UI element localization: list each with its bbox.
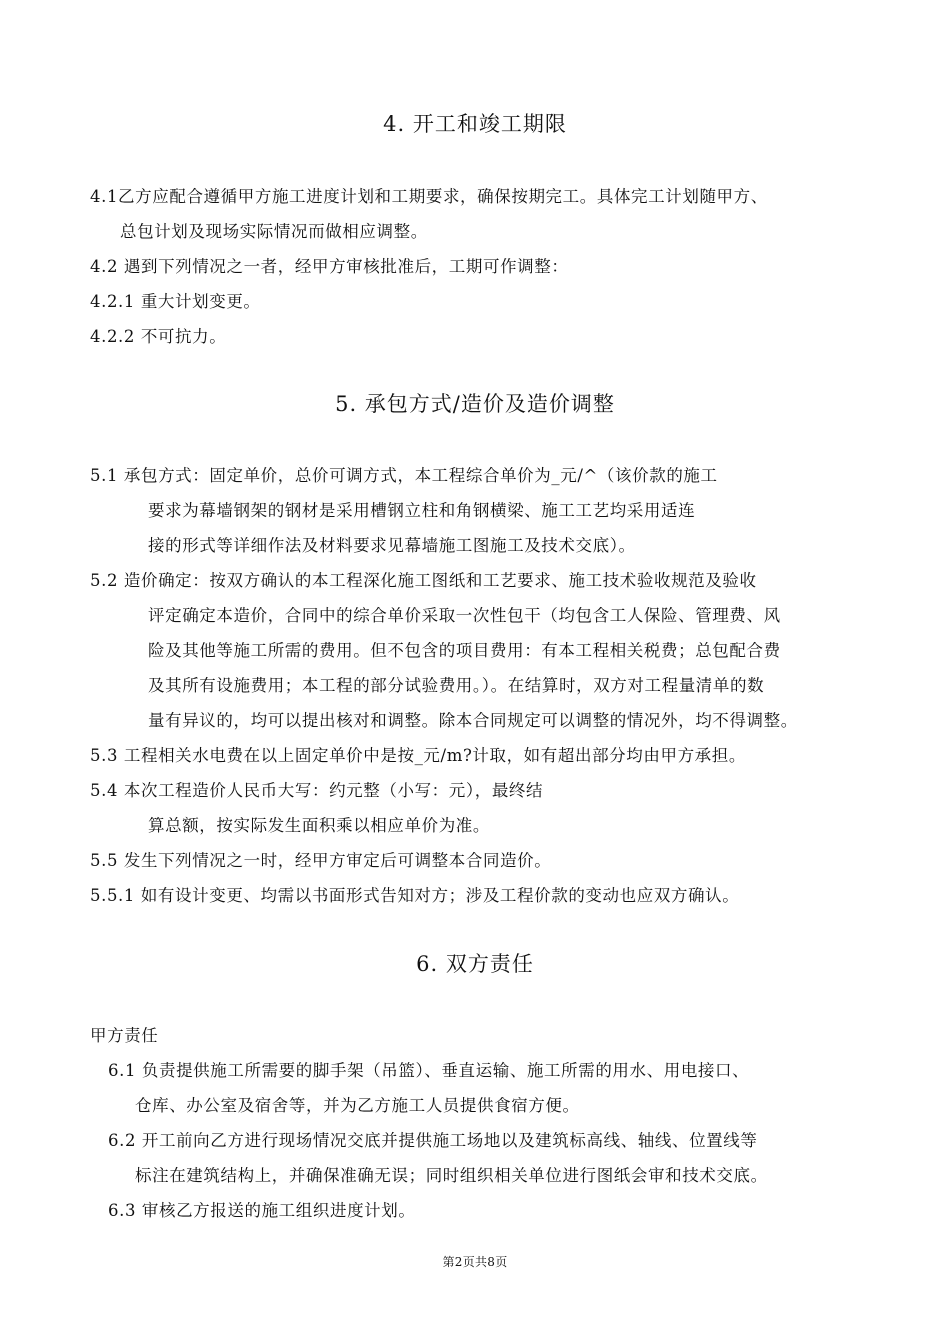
clause-6-2-line-1: 6.2 开工前向乙方进行现场情况交底并提供施工场地以及建筑标高线、轴线、位置线等 [108,1131,758,1150]
clause-6-2-line-2: 标注在建筑结构上，并确保准确无误；同时组织相关单位进行图纸会审和技术交底。 [135,1166,768,1185]
clause-5-1-line-1: 5.1 承包方式：固定单价，总价可调方式，本工程综合单价为_元/^（该价款的施工 [90,466,718,485]
clause-4-2-2: 4.2.2 不可抗力。 [90,327,227,346]
section-6-heading: 6. 双方责任 [416,952,534,976]
clause-5-4-line-1: 5.4 本次工程造价人民币大写：约元整（小写：元），最终结 [90,781,544,800]
clause-5-5: 5.5 发生下列情况之一时，经甲方审定后可调整本合同造价。 [90,851,552,870]
clause-5-1-line-3: 接的形式等详细作法及材料要求见幕墙施工图施工及技术交底）。 [148,536,636,555]
clause-5-4-line-2: 算总额，按实际发生面积乘以相应单价为准。 [148,816,490,835]
clause-5-2-line-3: 险及其他等施工所需的费用。但不包含的项目费用：有本工程相关税费；总包配合费 [148,641,781,660]
clause-6-3: 6.3 审核乙方报送的施工组织进度计划。 [108,1201,416,1220]
clause-4-2-1: 4.2.1 重大计划变更。 [90,292,261,311]
clause-5-2-line-2: 评定确定本造价，合同中的综合单价采取一次性包干（均包含工人保险、管理费、风 [148,606,781,625]
page-footer: 第2页共8页 [442,1255,508,1269]
clause-5-5-1: 5.5.1 如有设计变更、均需以书面形式告知对方；涉及工程价款的变动也应双方确认。 [90,886,740,905]
clause-5-2-line-1: 5.2 造价确定：按双方确认的本工程深化施工图纸和工艺要求、施工技术验收规范及验收 [90,571,757,590]
clause-4-2: 4.2 遇到下列情况之一者，经甲方审核批准后，工期可作调整： [90,257,569,276]
clause-5-2-line-5: 量有异议的，均可以提出核对和调整。除本合同规定可以调整的情况外，均不得调整。 [148,711,798,730]
clause-6-1-line-1: 6.1 负责提供施工所需要的脚手架（吊篮）、垂直运输、施工所需的用水、用电接口、 [108,1061,750,1080]
section-5-heading: 5. 承包方式/造价及造价调整 [335,392,615,416]
section-4-heading: 4. 开工和竣工期限 [383,112,567,136]
clause-5-2-line-4: 及其所有设施费用；本工程的部分试验费用。）。在结算时，双方对工程量清单的数 [148,676,765,695]
clause-4-1-line-2: 总包计划及现场实际情况而做相应调整。 [120,222,428,241]
clause-6-1-line-2: 仓库、办公室及宿舍等，并为乙方施工人员提供食宿方便。 [135,1096,580,1115]
clause-5-3: 5.3 工程相关水电费在以上固定单价中是按_元/m?计取，如有超出部分均由甲方承担。 [90,746,746,765]
clause-4-1-line-1: 4.1乙方应配合遵循甲方施工进度计划和工期要求，确保按期完工。具体完工计划随甲方、 [90,187,768,206]
clause-5-1-line-2: 要求为幕墙钢架的钢材是采用槽钢立柱和角钢横梁、施工工艺均采用适连 [148,501,696,520]
party-a-responsibilities-label: 甲方责任 [90,1026,159,1045]
